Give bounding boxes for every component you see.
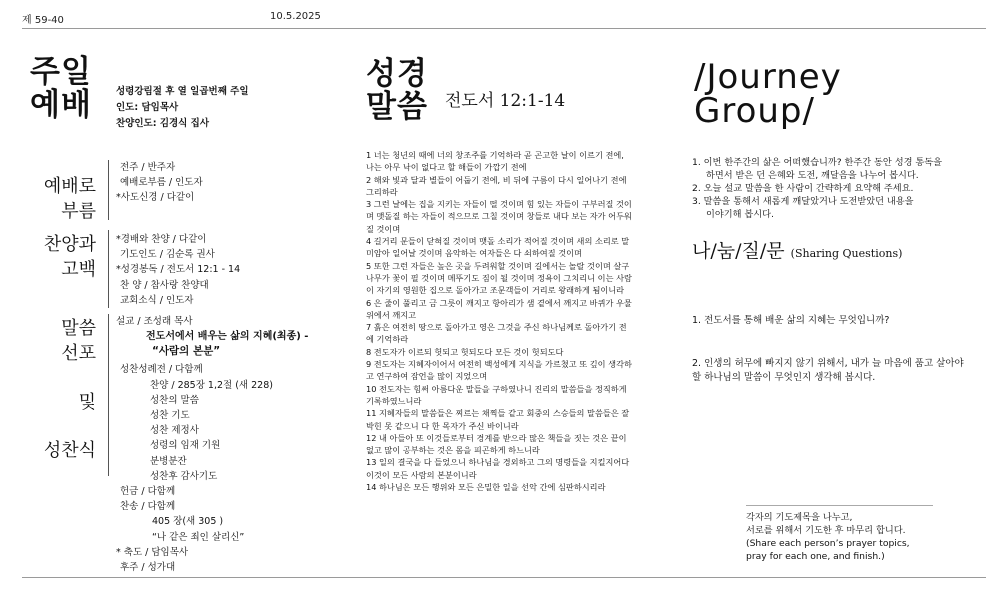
verse: 2 해와 빛과 달과 별들이 어둡기 전에, 비 뒤에 구름이 다시 일어나기 전에 그리하라: [366, 174, 627, 197]
question-2: 2. 오늘 설교 말씀을 한 사람이 간략하게 요약해 주세요.: [692, 183, 914, 194]
bulletin-date: 10.5.2025: [270, 11, 321, 22]
communion-step: 성령의 임재 기원: [150, 440, 221, 452]
sharing-title: 나/눔/질/문: [692, 240, 785, 262]
praise-leader: 찬양인도: 김경식 집사: [116, 118, 210, 129]
verse: 10 전도자는 힘써 아름다운 말들을 구하였나니 진리의 말씀들을 정직하게 기록하였느니라: [366, 383, 627, 406]
section-label: 찬양과: [43, 234, 96, 255]
section-label: 고백: [61, 259, 96, 280]
scripture-title: [366, 58, 428, 124]
worship-title: [30, 56, 92, 122]
verse: 11 지혜자들의 말씀들은 찌르는 채찍들 같고 회중의 스승들의 말씀들은 잘 박힌 못 같으니 다 한 목자가 주신 바이니라: [366, 408, 630, 431]
scripture-title-line1: 성경: [366, 56, 428, 92]
verse: 7 흙은 여전히 땅으로 돌아가고 영은 그것을 주신 하나님께로 돌아가기 전에 기억하라: [366, 322, 627, 345]
prayer-line: pray for each one, and finish.): [746, 551, 885, 562]
section-and: 및: [78, 392, 96, 413]
call-to-worship: 예배로부름 / 인도자: [120, 177, 203, 189]
section-divider: [108, 314, 109, 476]
section-label: 예배로: [43, 176, 96, 197]
order-closing: [116, 484, 244, 575]
order-call: [116, 160, 203, 206]
verse: 5 또한 그런 자들은 높은 곳을 두려워할 것이며 길에서는 놀랄 것이며 살구나무가 꽃이 필 것이며 메뚜기도 짐이 될 것이며 정욕이 그치리니 이는 사람이 자기의 영원한 집으로 돌아가고 조문객들이 거리로 왕래하게 됨이니라: [366, 260, 632, 296]
apostles-creed: *사도신경 / 다같이: [116, 192, 195, 204]
communion-hymn: 찬양 / 285장 1,2절 (새 228): [150, 379, 273, 391]
bottom-divider: [22, 577, 986, 578]
postlude: 후주 / 성가대: [120, 561, 176, 573]
benediction: * 축도 / 담임목사: [116, 546, 189, 558]
doxology: 찬송 / 다함께: [120, 501, 176, 513]
prayer-line: (Share each person’s prayer topics,: [746, 538, 910, 549]
section-communion: 성찬식: [43, 440, 96, 461]
scripture-text: [366, 149, 634, 493]
sermon-title: “사람의 본분”: [152, 345, 221, 358]
worship-title-line2: 예배: [30, 87, 92, 123]
communion-step: 성찬 기도: [150, 409, 190, 421]
praise-worship: *경배와 찬양 / 다같이: [116, 234, 207, 245]
worship-leader: 인도: 담임목사: [116, 102, 179, 113]
section-praise-confession: [24, 232, 96, 282]
anthem: 찬 양 / 참사랑 찬양대: [120, 279, 209, 291]
prayer-leader: 기도인도 / 김순록 권사: [120, 249, 215, 261]
prayer-divider: [746, 505, 933, 506]
section-divider: [108, 160, 109, 220]
verse: 4 길거리 문들이 닫혀질 것이며 맷돌 소리가 적어질 것이며 새의 소리로 말미암아 일어날 것이며 음악하는 여자들은 다 쇠하여질 것이며: [366, 236, 630, 259]
issue-number: 제 59-40: [22, 15, 64, 26]
journey-title-line1: /Journey: [694, 57, 842, 97]
sharing-subtitle: (Sharing Questions): [790, 247, 903, 260]
prayer-instructions: [746, 511, 910, 563]
journey-title-line2: Group/: [694, 91, 815, 131]
sermon-preacher: 설교 / 조성래 목사: [116, 316, 193, 327]
sharing-question-1: 1. 전도서를 통해 배운 삶의 지혜는 무엇입니까?: [692, 315, 890, 326]
scripture-title-line2: 말씀: [366, 89, 428, 125]
verse: 14 하나님은 모든 행위와 모든 은밀한 일을 선악 간에 심판하시리라: [366, 482, 606, 493]
sharing-heading: [692, 236, 902, 263]
prayer-line: 서로를 위해서 기도한 후 마무리 합니다.: [746, 525, 906, 536]
sermon-series: 전도서에서 배우는 삶의 지혜(최종) -: [146, 331, 309, 343]
verse: 9 전도자는 지혜자이어서 여전히 백성에게 지식을 가르쳤고 또 깊이 생각하고 연구하여 잠언을 많이 지었으며: [366, 359, 632, 382]
verse: 6 은 줄이 풀리고 금 그릇이 깨지고 항아리가 샘 곁에서 깨지고 바퀴가 우물 위에서 깨지고: [366, 297, 632, 320]
order-sermon: [116, 314, 308, 484]
verse: 13 일의 결국을 다 들었으니 하나님을 경외하고 그의 명령들을 지킬지어다 이것이 모든 사람의 본분이니라: [366, 457, 630, 480]
offering: 헌금 / 다함께: [120, 486, 176, 497]
doxology-hymn-title: “나 같은 죄인 살리신”: [152, 531, 245, 543]
journey-questions: [692, 156, 982, 221]
verse: 3 그런 날에는 집을 지키는 자들이 떨 것이며 힘 있는 자들이 구부러질 것이며 맷돌질 하는 자들이 적으므로 그칠 것이며 창들로 내다 보는 자가 어두워질 것이며: [366, 199, 632, 234]
question-1-cont: 하면서 받은 던 은혜와 도전, 깨달음을 나누어 봅시다.: [706, 170, 919, 181]
section-sermon: [24, 316, 96, 366]
scripture-reference: 전도서 12:1-14: [445, 91, 566, 111]
question-1: 1. 이번 한주간의 삶은 어떠했습니까? 한주간 동안 성경 통독을: [692, 157, 943, 168]
occasion: 성령강림절 후 열 일곱번째 주일: [116, 86, 249, 97]
prelude: 전주 / 반주자: [120, 162, 176, 173]
order-praise: [116, 232, 240, 308]
church-news: 교회소식 / 인도자: [120, 294, 194, 306]
prayer-line: 각자의 기도제목을 나누고,: [746, 512, 853, 523]
communion-step: 성찬후 감사기도: [150, 470, 218, 482]
communion-step: 성찬의 말씀: [150, 394, 199, 406]
verse: 1 너는 청년의 때에 너의 창조주를 기억하라 곧 곤고한 날이 이르기 전에, 나는 아무 낙이 없다고 할 해들이 가깝기 전에: [366, 150, 624, 173]
verse: 8 전도자가 이르되 헛되고 헛되도다 모든 것이 헛되도다: [366, 346, 564, 357]
sharing-question-2: 2. 인생의 허무에 빠지지 않기 위해서, 내가 늘 마음에 품고 살아야 할 하나님의 말씀이 무엇인지 생각해 봅시다.: [692, 358, 964, 383]
worship-title-line1: 주일: [30, 54, 92, 90]
section-label: 말씀: [61, 318, 96, 339]
verse: 12 내 아들아 또 이것들로부터 경계를 받으라 많은 책들을 짓는 것은 끝이 없고 많이 공부하는 것은 몸을 피곤하게 하느니라: [366, 432, 627, 456]
communion: 성찬성례전 / 다함께: [120, 364, 203, 376]
section-label: 부름: [61, 201, 96, 222]
question-3-cont: 이야기해 봅시다.: [706, 209, 774, 220]
worship-info: [116, 84, 249, 132]
doxology-hymn: 405 장(새 305 ): [152, 516, 224, 528]
communion-step: 분병분잔: [150, 455, 187, 467]
communion-step: 성찬 제정사: [150, 425, 199, 437]
section-label: 선포: [61, 343, 96, 364]
section-call-to-worship: [24, 174, 96, 224]
journey-title: [694, 57, 842, 131]
scripture-reading: *성경봉독 / 전도서 12:1 - 14: [116, 264, 241, 276]
top-divider: [22, 28, 986, 29]
section-divider: [108, 230, 109, 308]
question-3: 3. 말씀을 통해서 새롭게 깨달았거나 도전받았던 내용을: [692, 196, 914, 207]
